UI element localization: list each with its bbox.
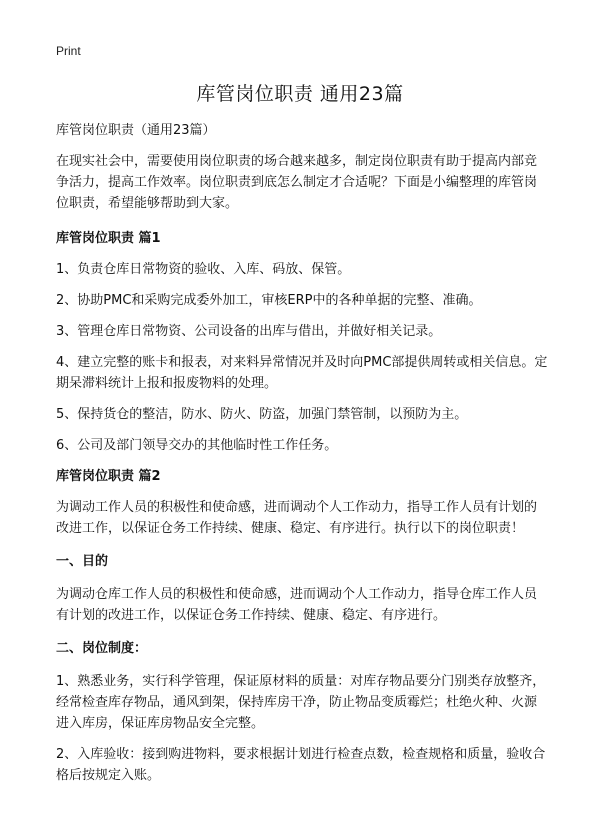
document-title: 库管岗位职责 通用23篇 bbox=[196, 83, 404, 105]
section1-item: 3、管理仓库日常物资、公司设备的出库与借出，并做好相关记录。 bbox=[56, 324, 442, 339]
section1-item: 1、负责仓库日常物资的验收、入库、码放、保管。 bbox=[56, 262, 351, 277]
section2-intro: 为调动工作人员的积极性和使命感，进而调动个人工作动力，指导工作人员有计划的改进工作，以保证仓务工作持续、健康、稳定、有序进行。执行以下的岗位职责！ bbox=[56, 500, 538, 536]
intro-paragraph: 在现实社会中，需要使用岗位职责的场合越来越多，制定岗位职责有助于提高内部竞争活力，提高工作效率。岗位职责到底怎么制定才合适呢？下面是小编整理的库管岗位职责，希望能够帮助到大家。 bbox=[56, 154, 538, 211]
document-subtitle: 库管岗位职责（通用23篇） bbox=[56, 123, 216, 138]
purpose-text: 为调动仓库工作人员的积极性和使命感，进而调动个人工作动力，指导仓库工作人员有计划的改进工作，以保证仓务工作持续、健康、稳定、有序进行。 bbox=[56, 587, 538, 623]
system-heading: 二、岗位制度： bbox=[56, 641, 148, 656]
section2-heading: 库管岗位职责 篇2 bbox=[56, 469, 161, 484]
section1-item: 4、建立完整的账卡和报表，对来料异常情况并及时向PMC部提供周转或相关信息。定期呆滞料统计上报和报废物料的处理。 bbox=[56, 355, 548, 391]
section1-heading: 库管岗位职责 篇1 bbox=[56, 231, 161, 246]
purpose-heading: 一、目的 bbox=[56, 554, 109, 569]
section1-item: 5、保持货仓的整洁，防水、防火、防盗，加强门禁管制，以预防为主。 bbox=[56, 407, 468, 422]
system-item: 2、入库验收：接到购进物料，要求根据计划进行检查点数，检查规格和质量，验收合格后按规定入账。 bbox=[56, 747, 546, 783]
system-item: 1、熟悉业务，实行科学管理，保证原材料的质量：对库存物品要分门别类存放整齐，经常检查库存物品，通风到架，保持库房干净，防止物品变质霉烂；杜绝火种、火源进入库房，保证库房物品安全完整。 bbox=[56, 674, 546, 731]
print-label: Print bbox=[56, 44, 81, 58]
section1-item: 2、协助PMC和采购完成委外加工，审核ERP中的各种单据的完整、准确。 bbox=[56, 293, 482, 308]
section1-item: 6、公司及部门领导交办的其他临时性工作任务。 bbox=[56, 438, 338, 453]
document-body bbox=[56, 120, 548, 796]
